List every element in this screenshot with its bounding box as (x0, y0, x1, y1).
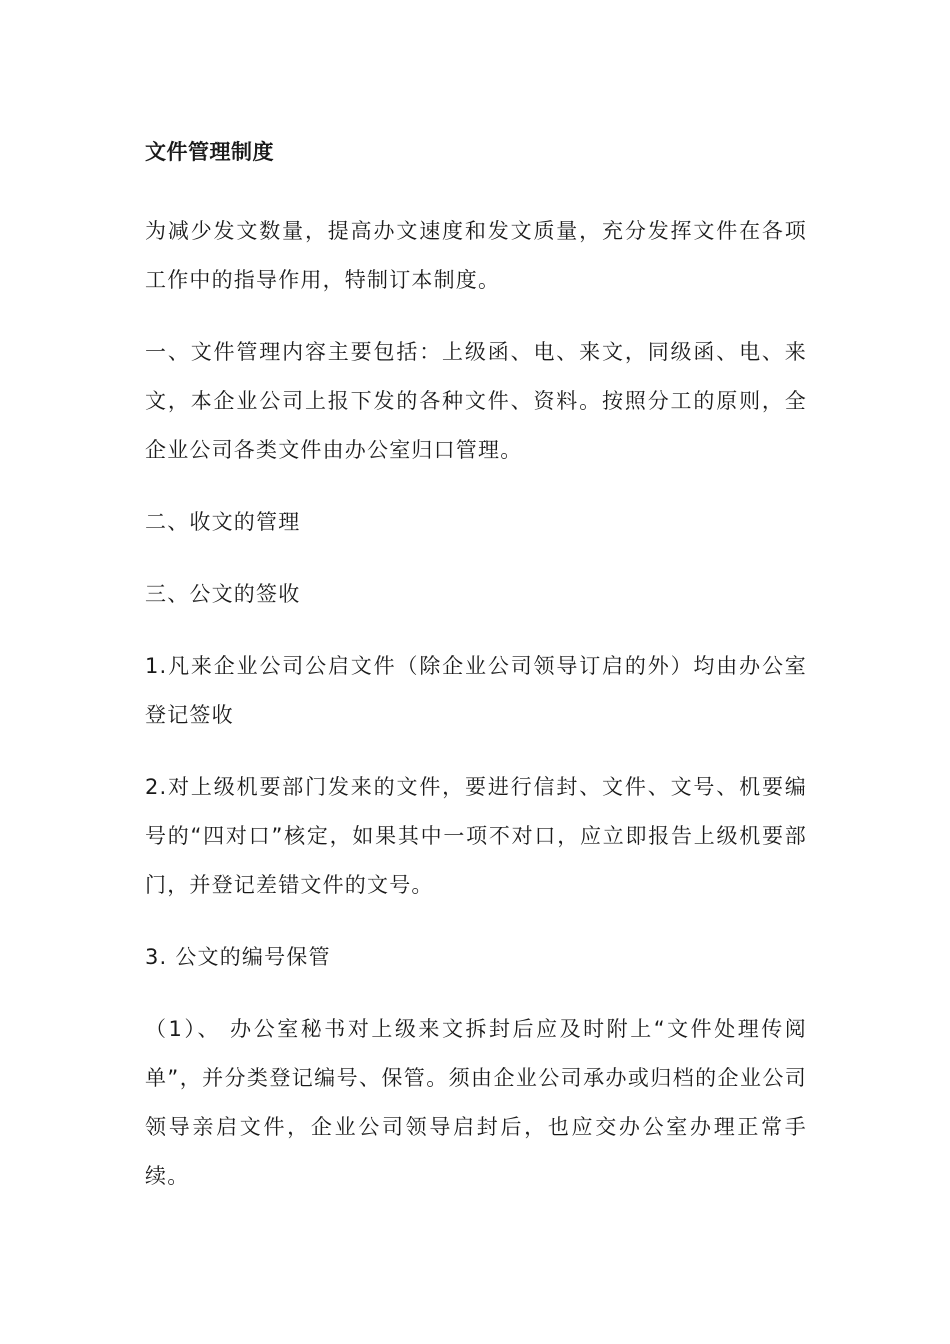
document-title: 文件管理制度 (145, 140, 274, 164)
paragraph-section-1: 一、文件管理内容主要包括：上级函、电、来文，同级函、电、来文，本企业公司上报下发的各种文件、资料。按照分工的原则，全企业公司各类文件由办公室归口管理。 (145, 340, 807, 462)
paragraph-item-3: 3. 公文的编号保管 (145, 945, 331, 969)
paragraph-section-2: 二、收文的管理 (145, 510, 301, 534)
paragraph-item-2: 2.对上级机要部门发来的文件，要进行信封、文件、文号、机要编号的“四对口”核定，如果其中一项不对口，应立即报告上级机要部门，并登记差错文件的文号。 (145, 775, 807, 897)
paragraph-subitem-1: （1）、 办公室秘书对上级来文拆封后应及时附上“文件处理传阅单”，并分类登记编号、保管。须由企业公司承办或归档的企业公司领导亲启文件，企业公司领导启封后，也应交办公室办理正常手续。 (145, 1017, 807, 1188)
document-page (145, 136, 807, 1224)
paragraph-intro: 为减少发文数量，提高办文速度和发文质量，充分发挥文件在各项工作中的指导作用，特制订本制度。 (145, 219, 807, 292)
paragraph-item-1: 1.凡来企业公司公启文件（除企业公司领导订启的外）均由办公室登记签收 (145, 654, 807, 727)
paragraph-section-3: 三、公文的签收 (145, 582, 301, 606)
